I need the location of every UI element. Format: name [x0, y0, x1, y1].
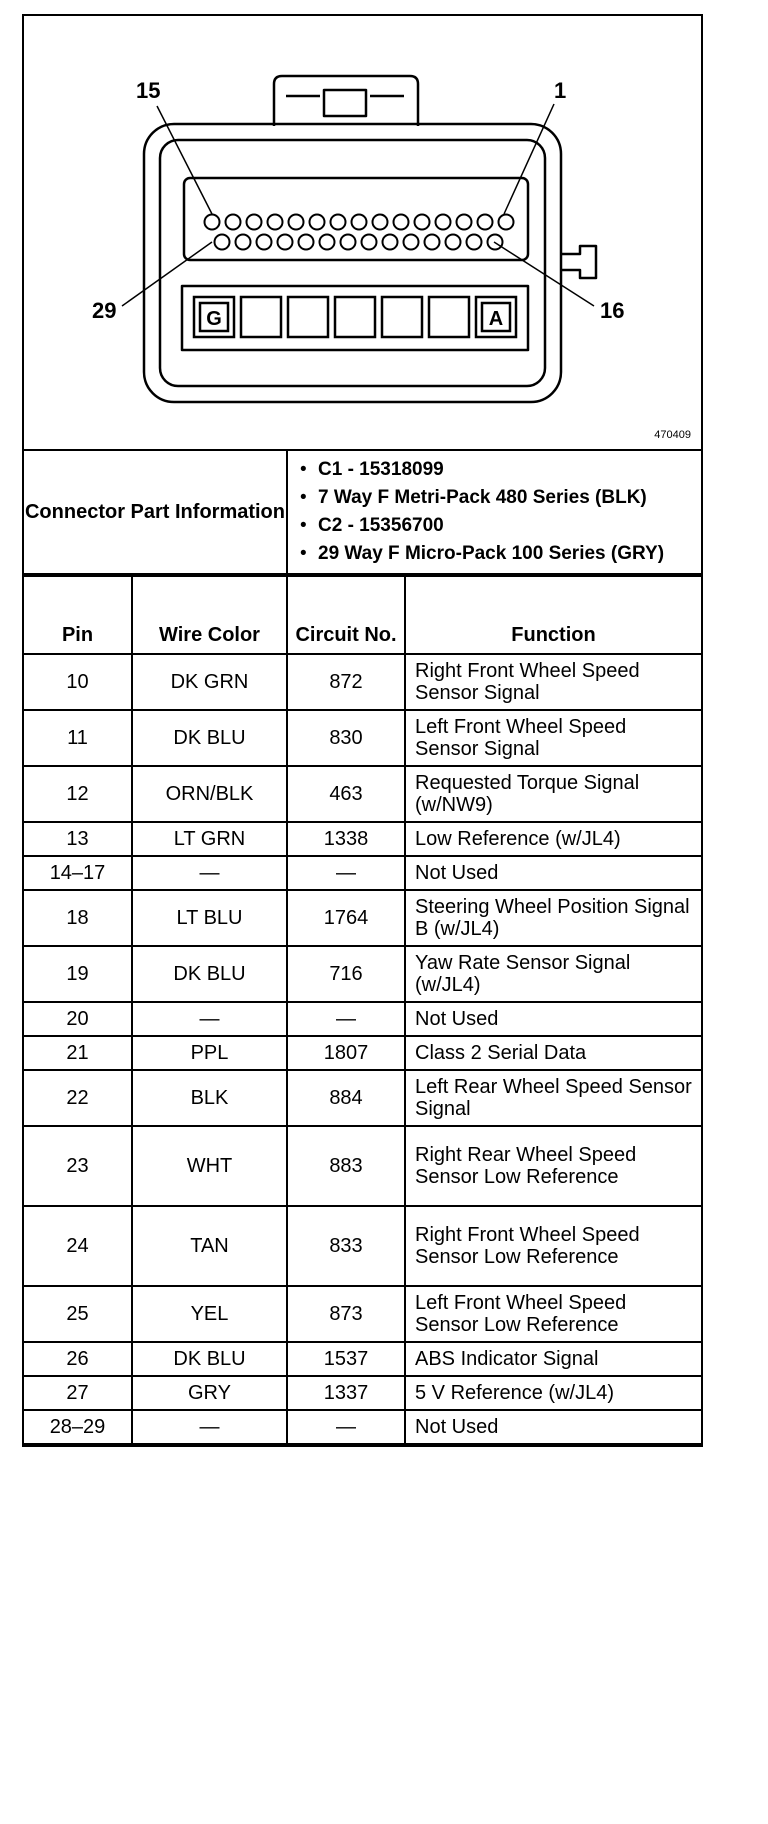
- function-cell: Right Front Wheel Speed Sensor Signal: [405, 654, 701, 710]
- function-cell: Not Used: [405, 1002, 701, 1036]
- pin-cell: 19: [24, 946, 132, 1002]
- table-row: [24, 654, 701, 710]
- label-pin-16: 16: [600, 298, 625, 323]
- circuit-cell: 833: [287, 1206, 405, 1286]
- pin-hole: [478, 215, 493, 230]
- pin-cell: 22: [24, 1070, 132, 1126]
- connector-info-label: Connector Part Information: [24, 451, 287, 574]
- table-row: [24, 890, 701, 946]
- function-cell: Low Reference (w/JL4): [405, 822, 701, 856]
- header-pin: Pin: [24, 576, 132, 654]
- connector-diagram: [24, 16, 701, 447]
- wire-color-cell: —: [132, 1002, 287, 1036]
- header-function: Function: [405, 576, 701, 654]
- pin-cell: 28–29: [24, 1410, 132, 1444]
- pinout-table: [24, 575, 701, 1445]
- pin-cell: 21: [24, 1036, 132, 1070]
- pin-hole: [404, 235, 419, 250]
- function-cell: Not Used: [405, 1410, 701, 1444]
- label-pin-15: 15: [136, 78, 161, 103]
- circuit-cell: 1337: [287, 1376, 405, 1410]
- pin-hole: [394, 215, 409, 230]
- connector-info-table: [24, 451, 701, 575]
- connector-info-item: • C1 - 15318099: [318, 459, 695, 481]
- circuit-cell: 1537: [287, 1342, 405, 1376]
- pin-hole: [215, 235, 230, 250]
- connector-info-list: [287, 451, 701, 574]
- pin-cell: 18: [24, 890, 132, 946]
- pin-hole: [467, 235, 482, 250]
- side-key: [561, 246, 596, 278]
- table-row: [24, 1410, 701, 1444]
- pin-hole: [226, 215, 241, 230]
- circuit-cell: 884: [287, 1070, 405, 1126]
- power-cavity: [382, 297, 422, 337]
- connector-figure: [24, 16, 701, 451]
- pin-hole: [268, 215, 283, 230]
- function-cell: Left Front Wheel Speed Sensor Low Reference: [405, 1286, 701, 1342]
- wire-color-cell: BLK: [132, 1070, 287, 1126]
- table-row: [24, 1070, 701, 1126]
- pin-hole: [362, 235, 377, 250]
- function-cell: Not Used: [405, 856, 701, 890]
- table-row: [24, 1206, 701, 1286]
- function-cell: Right Rear Wheel Speed Sensor Low Reference: [405, 1126, 701, 1206]
- pin-hole: [299, 235, 314, 250]
- cavity-label-a: A: [488, 308, 504, 330]
- function-cell: Left Rear Wheel Speed Sensor Signal: [405, 1070, 701, 1126]
- pin-cell: 26: [24, 1342, 132, 1376]
- wire-color-cell: DK GRN: [132, 654, 287, 710]
- table-row: [24, 856, 701, 890]
- pin-hole: [446, 235, 461, 250]
- connector-latch: [274, 76, 418, 126]
- circuit-cell: 883: [287, 1126, 405, 1206]
- wire-color-cell: GRY: [132, 1376, 287, 1410]
- table-row: [24, 822, 701, 856]
- circuit-cell: 1764: [287, 890, 405, 946]
- function-cell: Class 2 Serial Data: [405, 1036, 701, 1070]
- pin-cell: 25: [24, 1286, 132, 1342]
- function-cell: Yaw Rate Sensor Signal (w/JL4): [405, 946, 701, 1002]
- table-row: [24, 1126, 701, 1206]
- pin-hole: [436, 215, 451, 230]
- circuit-cell: 872: [287, 654, 405, 710]
- connector-sheet: [22, 14, 703, 1447]
- pin-hole: [415, 215, 430, 230]
- pin-cell: 23: [24, 1126, 132, 1206]
- pin-hole: [257, 235, 272, 250]
- pin-cell: 24: [24, 1206, 132, 1286]
- wire-color-cell: PPL: [132, 1036, 287, 1070]
- pin-hole: [289, 215, 304, 230]
- pin-hole: [320, 235, 335, 250]
- pin-hole: [499, 215, 514, 230]
- connector-body-outer: [144, 124, 561, 402]
- pin-hole: [205, 215, 220, 230]
- label-pin-29: 29: [92, 298, 117, 323]
- wire-color-cell: —: [132, 1410, 287, 1444]
- latch-window: [324, 90, 366, 116]
- wire-color-cell: ORN/BLK: [132, 766, 287, 822]
- pin-field: [184, 178, 528, 260]
- wire-color-cell: —: [132, 856, 287, 890]
- table-row: [24, 1342, 701, 1376]
- pin-cell: 13: [24, 822, 132, 856]
- power-cavity: [429, 297, 469, 337]
- header-wire-color: Wire Color: [132, 576, 287, 654]
- wire-color-cell: TAN: [132, 1206, 287, 1286]
- table-row: [24, 1002, 701, 1036]
- cavity-label-g: G: [206, 308, 222, 330]
- pin-hole: [383, 235, 398, 250]
- pin-hole: [331, 215, 346, 230]
- circuit-cell: 873: [287, 1286, 405, 1342]
- pin-cell: 20: [24, 1002, 132, 1036]
- table-row: [24, 1286, 701, 1342]
- pin-hole: [247, 215, 262, 230]
- wire-color-cell: DK BLU: [132, 710, 287, 766]
- circuit-cell: 830: [287, 710, 405, 766]
- table-row: [24, 710, 701, 766]
- function-cell: ABS Indicator Signal: [405, 1342, 701, 1376]
- function-cell: Right Front Wheel Speed Sensor Low Reference: [405, 1206, 701, 1286]
- connector-info-item: • C2 - 15356700: [318, 515, 695, 537]
- wire-color-cell: DK BLU: [132, 946, 287, 1002]
- table-row: [24, 1376, 701, 1410]
- power-cavity: [241, 297, 281, 337]
- wire-color-cell: LT BLU: [132, 890, 287, 946]
- pin-cell: 14–17: [24, 856, 132, 890]
- circuit-cell: —: [287, 1002, 405, 1036]
- circuit-cell: —: [287, 856, 405, 890]
- wire-color-cell: YEL: [132, 1286, 287, 1342]
- image-code: 470409: [654, 429, 691, 441]
- table-row: [24, 946, 701, 1002]
- wire-color-cell: DK BLU: [132, 1342, 287, 1376]
- pin-hole: [341, 235, 356, 250]
- function-cell: Left Front Wheel Speed Sensor Signal: [405, 710, 701, 766]
- pin-hole: [236, 235, 251, 250]
- table-row: [24, 1036, 701, 1070]
- wire-color-cell: LT GRN: [132, 822, 287, 856]
- pin-hole: [373, 215, 388, 230]
- pin-hole: [310, 215, 325, 230]
- function-cell: Steering Wheel Position Signal B (w/JL4): [405, 890, 701, 946]
- pinout-rows: [24, 654, 701, 1444]
- circuit-cell: —: [287, 1410, 405, 1444]
- pin-cell: 12: [24, 766, 132, 822]
- connector-info-item: • 7 Way F Metri-Pack 480 Series (BLK): [318, 487, 695, 509]
- wire-color-cell: WHT: [132, 1126, 287, 1206]
- power-cavity: [288, 297, 328, 337]
- power-cavity: [335, 297, 375, 337]
- connector-info-item: • 29 Way F Micro-Pack 100 Series (GRY): [318, 543, 695, 565]
- circuit-cell: 716: [287, 946, 405, 1002]
- pin-cell: 10: [24, 654, 132, 710]
- table-row: [24, 766, 701, 822]
- circuit-cell: 463: [287, 766, 405, 822]
- pin-hole: [278, 235, 293, 250]
- label-pin-1: 1: [554, 78, 567, 103]
- pin-hole: [352, 215, 367, 230]
- pin-cell: 11: [24, 710, 132, 766]
- pin-cell: 27: [24, 1376, 132, 1410]
- header-circuit-no: Circuit No.: [287, 576, 405, 654]
- pin-hole: [425, 235, 440, 250]
- circuit-cell: 1807: [287, 1036, 405, 1070]
- pin-hole: [457, 215, 472, 230]
- function-cell: 5 V Reference (w/JL4): [405, 1376, 701, 1410]
- function-cell: Requested Torque Signal (w/NW9): [405, 766, 701, 822]
- circuit-cell: 1338: [287, 822, 405, 856]
